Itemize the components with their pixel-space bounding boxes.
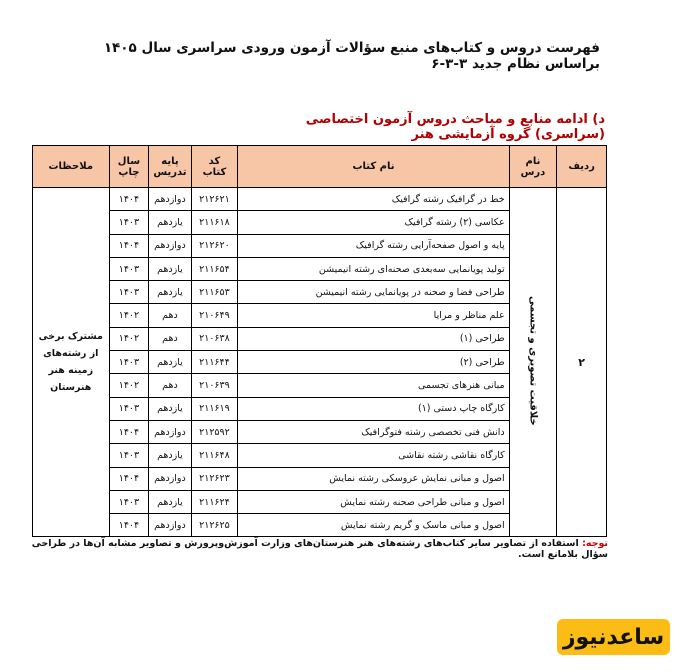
book-code-cell: ۲۱۲۶۲۵ [191,514,238,537]
footnote-text: استفاده از تصاویر سایر کتاب‌های رشته‌های هنر هنرستان‌های وزارت آموزش‌وپرورش و تصاویر مشابه آن‌ها در طراحی سؤال بلامانع است. [31,538,608,560]
grade-cell: یازدهم [149,211,191,234]
grade-cell: دوازدهم [149,467,191,490]
year-cell: ۱۴۰۳ [109,211,149,234]
book-code-cell: ۲۱۲۶۲۱ [191,188,238,211]
header-year: سال چاپ [109,146,149,188]
header-radif: ردیف [557,146,607,188]
year-cell: ۱۴۰۳ [109,257,149,280]
book-name-cell: اصول و مبانی ماسک و گریم رشته نمایش [238,514,509,537]
book-code-cell: ۲۱۲۶۲۳ [191,467,238,490]
book-name-cell: تولید پویانمایی سه‌بعدی صحنه‌ای رشته انیمیشن [238,257,509,280]
book-name-cell: کارگاه چاپ دستی (۱) [238,397,509,420]
book-code-cell: ۲۱۰۶۳۸ [191,327,238,350]
book-code-cell: ۲۱۱۶۱۹ [191,397,238,420]
books-table [32,145,607,537]
grade-cell: دهم [149,374,191,397]
book-code-cell: ۲۱۰۶۴۹ [191,304,238,327]
book-name-cell: کارگاه نقاشی رشته نقاشی [238,444,509,467]
year-cell: ۱۴۰۴ [109,188,149,211]
header-book-name: نام کتاب [238,146,509,188]
book-name-cell: مبانی هنرهای تجسمی [238,374,509,397]
year-cell: ۱۴۰۲ [109,304,149,327]
year-cell: ۱۴۰۳ [109,444,149,467]
grade-cell: دهم [149,327,191,350]
book-name-cell: طراحی فضا و صحنه در پویانمایی رشته انیمیشن [238,281,509,304]
book-code-cell: ۲۱۱۶۱۸ [191,211,238,234]
book-name-cell: خط در گرافیک رشته گرافیک [238,188,509,211]
grade-cell: یازدهم [149,257,191,280]
year-cell: ۱۴۰۲ [109,374,149,397]
grade-cell: دوازدهم [149,420,191,443]
book-code-cell: ۲۱۱۶۵۳ [191,281,238,304]
year-cell: ۱۴۰۴ [109,467,149,490]
book-code-cell: ۲۱۱۶۴۴ [191,351,238,374]
header-notes: ملاحظات [33,146,110,188]
grade-cell: دوازدهم [149,234,191,257]
grade-cell: یازدهم [149,281,191,304]
year-cell: ۱۴۰۳ [109,351,149,374]
document-title: فهرست دروس و کتاب‌های منبع سؤالات آزمون ورودی سراسری سال ۱۴۰۵ براساس نظام جدید ۳-۳-۶ [103,40,600,72]
header-book-code: کد کتاب [191,146,238,188]
course-name: خلاقیت تصویری و تجسمی [527,295,539,426]
book-code-cell: ۲۱۲۵۹۲ [191,420,238,443]
footnote [30,538,608,560]
section-subtitle: د) ادامه منابع و مباحث دروس آزمون اختصاصی (سراسری) گروه آزمایشی هنر [305,112,605,142]
grade-cell: یازدهم [149,397,191,420]
radif-cell: ۲ [557,188,607,537]
year-cell: ۱۴۰۴ [109,420,149,443]
grade-cell: یازدهم [149,351,191,374]
notes-cell: مشترک برخی از رشته‌های زمینه هنر هنرستان [33,188,110,537]
book-name-cell: اصول و مبانی طراحی صحنه رشته نمایش [238,490,509,513]
book-name-cell: عکاسی (۲) رشته گرافیک [238,211,509,234]
table-header-row [33,146,607,188]
header-grade: پایه تدریس [149,146,191,188]
table-row [33,188,607,211]
grade-cell: دهم [149,304,191,327]
year-cell: ۱۴۰۳ [109,490,149,513]
book-code-cell: ۲۱۱۶۲۴ [191,490,238,513]
book-name-cell: اصول و مبانی نمایش عروسکی رشته نمایش [238,467,509,490]
year-cell: ۱۴۰۲ [109,327,149,350]
book-name-cell: دانش فنی تخصصی رشته فتوگرافیک [238,420,509,443]
book-code-cell: ۲۱۲۶۲۰ [191,234,238,257]
book-name-cell: طراحی (۲) [238,351,509,374]
book-name-cell: علم مناظر و مرایا [238,304,509,327]
grade-cell: یازدهم [149,490,191,513]
book-code-cell: ۲۱۱۶۴۸ [191,444,238,467]
year-cell: ۱۴۰۳ [109,397,149,420]
book-name-cell: طراحی (۱) [238,327,509,350]
year-cell: ۱۴۰۳ [109,281,149,304]
footnote-label: توجه: [582,538,608,549]
year-cell: ۱۴۰۴ [109,514,149,537]
watermark-logo: ساعدنیوز [557,619,670,655]
book-code-cell: ۲۱۱۶۵۴ [191,257,238,280]
grade-cell: یازدهم [149,444,191,467]
book-code-cell: ۲۱۰۶۳۹ [191,374,238,397]
book-name-cell: پایه و اصول صفحه‌آرایی رشته گرافیک [238,234,509,257]
header-course: نام درس [509,146,557,188]
year-cell: ۱۴۰۴ [109,234,149,257]
course-cell [509,188,557,537]
grade-cell: دوازدهم [149,514,191,537]
grade-cell: دوازدهم [149,188,191,211]
